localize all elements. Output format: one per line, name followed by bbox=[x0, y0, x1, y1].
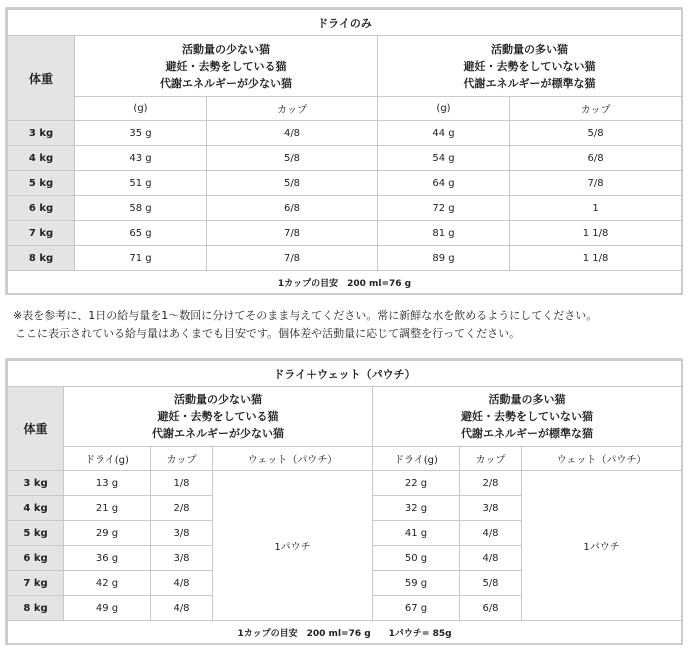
table-row: 6 kg 58 g 6/8 72 g 1 bbox=[8, 196, 682, 221]
table-title: ドライ＋ウェット（パウチ） bbox=[8, 361, 682, 387]
table-title: ドライのみ bbox=[8, 10, 682, 36]
note-line-2: ここに表示されている給与量はあくまでも目安です。個体差や活動量に応じて調整を行ってください。 bbox=[15, 327, 521, 340]
weight-header: 体重 bbox=[8, 36, 75, 121]
table-row: 7 kg 42 g 4/8 59 g 5/8 bbox=[8, 571, 682, 596]
col-wet: ウェット（パウチ） bbox=[522, 447, 682, 471]
col-grams: (g) bbox=[75, 97, 207, 121]
col-dry: ドライ(g) bbox=[64, 447, 151, 471]
table-row: 8 kg 49 g 4/8 67 g 6/8 bbox=[8, 596, 682, 621]
table-footer: 1カップの目安 200 ml=76 g 1パウチ= 85g bbox=[8, 621, 682, 645]
table-row: 3 kg 35 g 4/8 44 g 5/8 bbox=[8, 121, 682, 146]
table-row: 3 kg 13 g 1/8 1パウチ 22 g 2/8 1パウチ bbox=[8, 471, 682, 496]
table-row: 8 kg 71 g 7/8 89 g 1 1/8 bbox=[8, 246, 682, 271]
table-row: 4 kg 43 g 5/8 54 g 6/8 bbox=[8, 146, 682, 171]
col-dry: ドライ(g) bbox=[373, 447, 460, 471]
low-activity-header: 活動量の少ない猫 避妊・去勢をしている猫 代謝エネルギーが少ない猫 bbox=[64, 387, 373, 447]
dry-only-table bbox=[7, 9, 682, 295]
col-wet: ウェット（パウチ） bbox=[213, 447, 373, 471]
feeding-note bbox=[13, 307, 597, 343]
table2-body bbox=[8, 471, 682, 621]
weight-header: 体重 bbox=[8, 387, 64, 471]
dry-wet-table-frame bbox=[5, 358, 683, 645]
table-row: 5 kg 51 g 5/8 64 g 7/8 bbox=[8, 171, 682, 196]
wet-pouch-low: 1パウチ bbox=[213, 471, 373, 621]
col-cup: カップ bbox=[510, 97, 682, 121]
low-activity-header: 活動量の少ない猫 避妊・去勢をしている猫 代謝エネルギーが少ない猫 bbox=[75, 36, 378, 97]
col-cup: カップ bbox=[151, 447, 213, 471]
col-grams: (g) bbox=[378, 97, 510, 121]
table-row: 4 kg 21 g 2/8 32 g 3/8 bbox=[8, 496, 682, 521]
note-line-1: ※表を参考に、1日の給与量を1～数回に分けてそのまま与えてください。常に新鮮な水を飲めるようにしてください。 bbox=[13, 309, 598, 322]
high-activity-header: 活動量の多い猫 避妊・去勢をしていない猫 代謝エネルギーが標準な猫 bbox=[378, 36, 682, 97]
table1-body bbox=[8, 121, 682, 271]
table-row: 7 kg 65 g 7/8 81 g 1 1/8 bbox=[8, 221, 682, 246]
table-row: 6 kg 36 g 3/8 50 g 4/8 bbox=[8, 546, 682, 571]
col-cup: カップ bbox=[207, 97, 378, 121]
table-footer: 1カップの目安 200 ml=76 g bbox=[8, 271, 682, 295]
table-row: 5 kg 29 g 3/8 41 g 4/8 bbox=[8, 521, 682, 546]
wet-pouch-high: 1パウチ bbox=[522, 471, 682, 621]
high-activity-header: 活動量の多い猫 避妊・去勢をしていない猫 代謝エネルギーが標準な猫 bbox=[373, 387, 682, 447]
dry-only-table-frame bbox=[5, 7, 683, 295]
dry-wet-table bbox=[7, 360, 682, 645]
col-cup: カップ bbox=[460, 447, 522, 471]
